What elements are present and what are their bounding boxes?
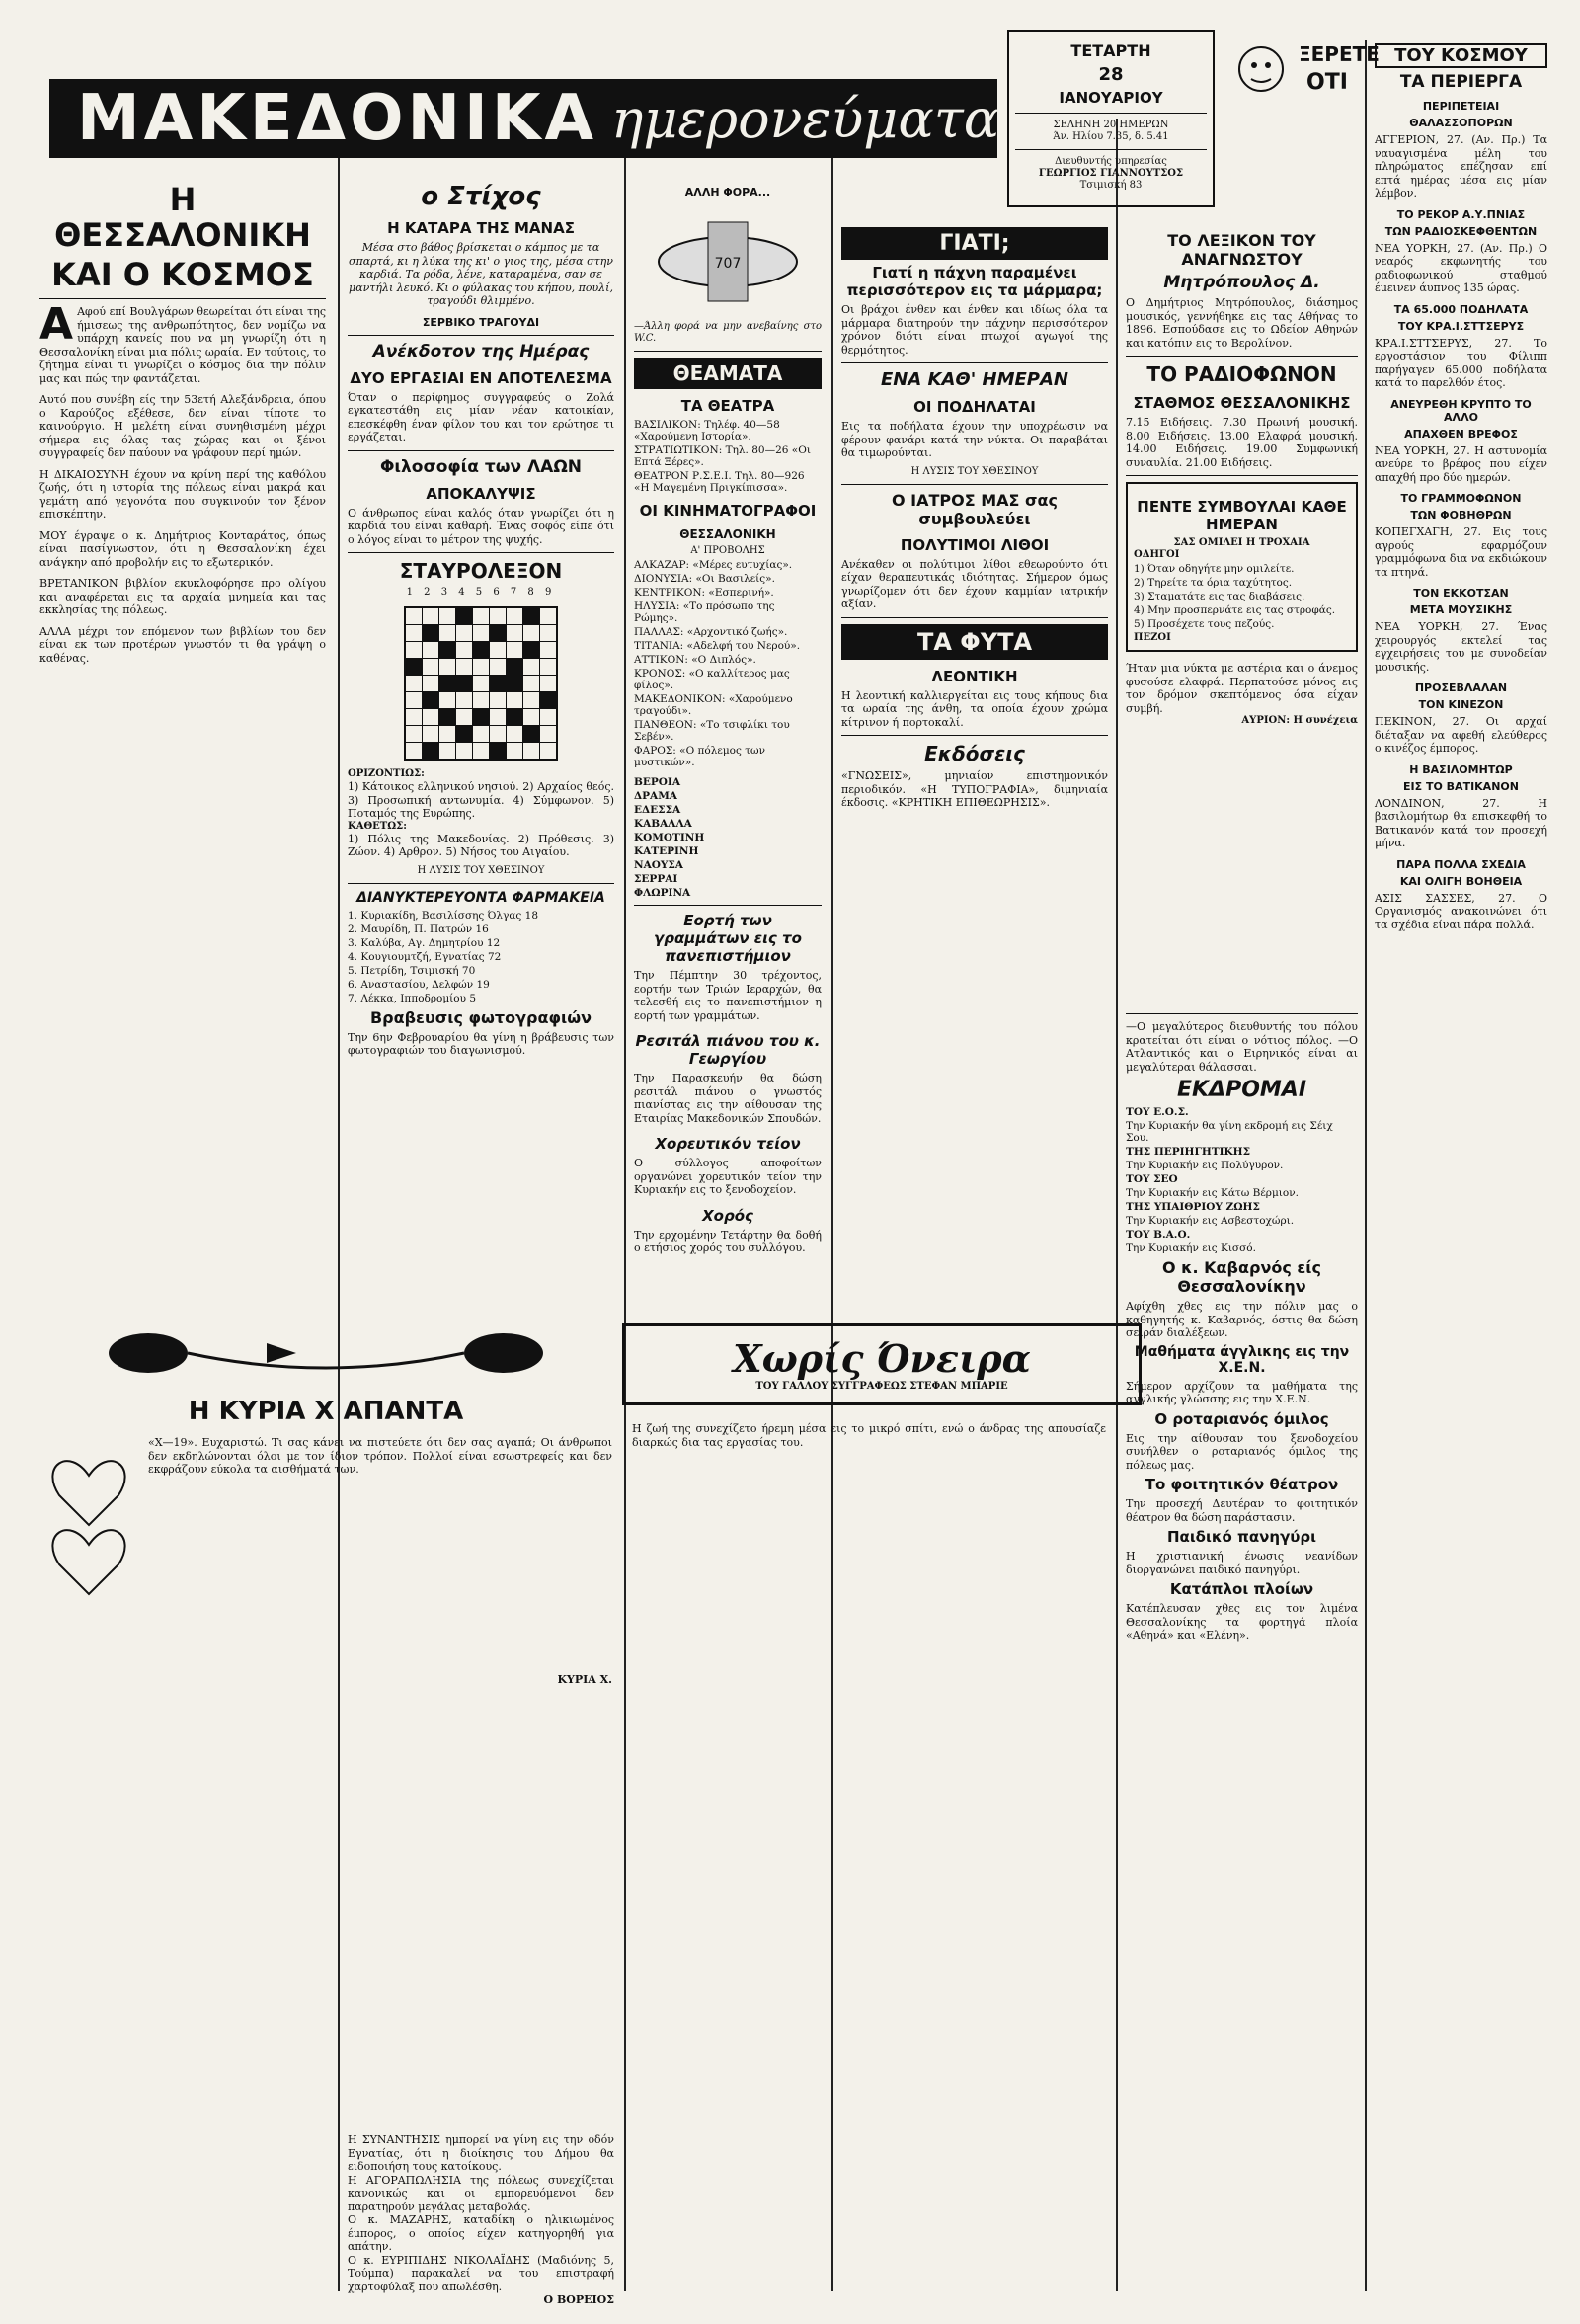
bottom-end: ΑΥΡΙΟΝ: Η συνέχεια [1241, 715, 1358, 726]
column-five [1126, 227, 1358, 727]
list-item: 1. Κυριακίδη, Βασιλίσσης Όλγας 18 [348, 909, 539, 922]
radio-text: 7.15 Ειδήσεις. 7.30 Πρωινή μουσική. 8.00 Ειδήσεις. 13.00 Ελαφρά μουσική. 14.00 Ειδήσεις. 19.00 Συμφωνική συναυλία. 21.00 Ειδήσεις. [1126, 416, 1358, 469]
doctor-text: Ανέκαθεν οι πολύτιμοι λίθοι εθεωρούντο ότι είχαν θεραπευτικάς ιδιότητας. Σήμερον όμως γνωρίζομεν ότι δεν έχουν καμμίαν ιατρικήν αξίαν. [841, 557, 1108, 610]
world-item-text: ΚΟΠΕΓΧΑΓΗ, 27. Εις τους αγρούς εφαρμόζουν γραμμόφωνα δια να εκδιώκουν τα πτηνά. [1375, 525, 1547, 579]
world-item-text: ΝΕΑ ΥΟΡΚΗ, 27. Η αστυνομία ανεύρε το βρέφος που είχεν απαχθή προ δύο ημερών. [1375, 443, 1547, 484]
ships-text: Κατέπλευσαν χθες εις τον λιμένα Θεσσαλονίκης τα φορτηγά πλοία «Αθηνά» και «Ελένη». [1126, 1602, 1358, 1642]
visit-title: Ο κ. Καβαρνός είς Θεσσαλονίκην [1161, 1258, 1322, 1296]
theatre-sub: ΤΑ ΘΕΑΤΡΑ [680, 397, 775, 415]
world-item [1375, 587, 1547, 674]
serial-title: Χωρίς Όνειρα [733, 1336, 1031, 1381]
crossword-h-clues: 1) Κάτοικος ελληνικού νησιού. 2) Αρχαίος θεός. 3) Προσωπική αντωνυμία. 4) Σύμφωνον. 5) Ποταμός της Ευρώπης. [348, 780, 614, 820]
cinema-list [634, 559, 822, 768]
crossword-grid [404, 606, 558, 761]
world-item-subtitle: ΤΩΝ ΡΑΔΙΟΣΚΕΦΘΕΝΤΩΝ [1384, 224, 1538, 238]
region-label: ΕΔΕΣΣΑ [634, 804, 681, 816]
traffic-title: ΠΕΝΤΕ ΣΥΜΒΟΥΛΑΙ ΚΑΘΕ ΗΜΕΡΑΝ [1137, 498, 1347, 533]
world-item-title: ΤΟΝ ΕΚΚΟΤΣΑΝ [1413, 587, 1509, 600]
theatre-list [634, 419, 822, 494]
article-paragraph: Η ΔΙΚΑΙΟΣΥΝΗ έχουν να κρίνη περί της καθόλου ζωής, ότι η ιστορία της πόλεως είναι μακρά και γεμάτη από γεγονότα που συγκινούν τον ξένον επισκέπτην. [40, 467, 326, 521]
anecdote-title: Ανέκδοτον της Ημέρας [372, 341, 590, 361]
region-label: ΚΟΜΟΤΙΝΗ [634, 832, 705, 843]
column-rule [1365, 40, 1367, 2291]
svg-text:707: 707 [714, 256, 742, 272]
poem-text: Μέσα στο βάθος βρίσκεται ο κάμπος με τα σπαρτά, κι η λύκα της κι' ο γιος της, μέσα στην καρδιά. Τα ρόδα, λένε, καταραμένα, σαν σε μαντήλι λευκό. Κι ο φύλακας του κήπου, πουλί, τραγούδι θλιμμένο. [349, 241, 613, 307]
cinema-title: ΟΙ ΚΙΝΗΜΑΤΟΓΡΑΦΟΙ [639, 502, 817, 520]
list-item: Την Κυριακήν θα γίνη εκδρομή εις Σέιχ Σου. [1126, 1120, 1333, 1144]
event-text: Την Πέμπτην 30 τρέχοντος, εορτήν των Τριών Ιεραρχών, θα τελεσθή εις το πανεπιστήμιον η εορτή των γραμμάτων. [634, 969, 822, 1022]
list-item: 4) Μην προσπερνάτε εις τας στροφάς. [1134, 604, 1336, 616]
svg-text:ΟΤΙ: ΟΤΙ [1306, 70, 1348, 95]
crossword-v-title: ΚΑΘΕΤΩΣ: [348, 820, 407, 832]
newspaper-page [30, 20, 1550, 2304]
world-item-text: ΑΓΓΕΡΙΟΝ, 27. (Αν. Πρ.) Τα ναυαγισμένα μέλη του πληρώματος επέζησαν επί επτά ημέρας μέσα εις μίαν λέμβον. [1375, 133, 1547, 200]
event-text: Την Παρασκευήν θα δώση ρεσιτάλ πιάνου ο γνωστός πιανίστας εις την αίθουσαν της Εταιρίας Μακεδονικών Σπουδών. [634, 1072, 822, 1125]
list-item: 4. Κουγιουμτζή, Εγνατίας 72 [348, 950, 502, 963]
radio-title: ΤΟ ΡΑΔΙΟΦΩΝΟΝ [1146, 362, 1337, 386]
traffic-list [1134, 563, 1350, 630]
world-item-title: ΠΑΡΑ ΠΟΛΛΑ ΣΧΕΔΙΑ [1396, 857, 1526, 871]
crossword-h-title: ΟΡΙΖΟΝΤΙΩΣ: [348, 768, 425, 779]
world-item-text: ΚΡΑ.Ι.ΣΤΤΣΕΡΥΣ, 27. Το εργοστάσιον του Φίλιππ παρήγαγεν 65.000 ποδήλατα κατά το παρελθόν έτος. [1375, 336, 1547, 389]
article-paragraph: ΑΛΛΑ μέχρι τον επόμενον των βιβλίων του δεν είναι εκ των προτέρων γνωστόν τι θα γράψη ο καθένας. [40, 624, 326, 665]
plants-head: ΛΕΟΝΤΙΚΗ [931, 667, 1018, 685]
rotary-text: Εις την αίθουσαν του ξενοδοχείου συνήλθεν ο ροταριανός όμιλος της πόλεως μας. [1126, 1431, 1358, 1472]
pharmacy-list [348, 910, 614, 1004]
festival-text: Η χριστιανική ένωσις νεανίδων διοργανώνει παιδικό πανηγύρι. [1126, 1550, 1358, 1576]
advice-feature [40, 1323, 612, 1686]
sun-times: Άν. Ηλίου 7.35, δ. 5.41 [1053, 131, 1169, 142]
world-item [1375, 100, 1547, 200]
traffic-sub: ΣΑΣ ΟΜΙΛΕΙ Η ΤΡΟΧΑΙΑ [1173, 537, 1310, 548]
region-list [634, 776, 822, 899]
article-paragraph: Α Αφού επί Βουλγάρων θεωρείται ότι είναι της ήμισεως της ανθρωπότητος, δεν νομίζω να υπάρχη κανείς που να μη γνωρίζη ότι η Θεσσαλονίκη είναι μια πόλις ωραία. Εν τούτοις, το ζήτημα είναι τι γνωρίζει ο κόσμος δια την πόλιν μας και πώς την φαντάζεται. [40, 299, 326, 385]
world-sub: ΤΑ ΠΕΡΙΕΡΓΑ [1399, 72, 1523, 92]
world-item [1375, 398, 1547, 485]
hearts-illustration [40, 1436, 138, 1614]
event-title: Εορτή των γραμμάτων εις το πανεπιστήμιον [654, 912, 802, 965]
list-item: ΤΗΣ ΥΠΑΙΘΡΙΟΥ ΖΩΗΣ [1126, 1201, 1260, 1213]
world-item-subtitle: ΤΩΝ ΦΟΒΗΘΡΩΝ [1410, 509, 1512, 521]
cinema-city: ΘΕΣΣΑΛΟΝΙΚΗ [679, 527, 776, 541]
world-item-title: ΑΝΕΥΡΕΘΗ ΚΡΥΠΤΟ ΤΟ ΑΛΛΟ [1390, 397, 1532, 424]
awards-text: Την 6ην Φεβρουαρίου θα γίνη η βράβευσις των φωτογραφιών του διαγωνισμού. [348, 1030, 614, 1057]
region-label: ΚΑΒΑΛΛΑ [634, 818, 692, 830]
list-item: 3. Καλύβα, Αγ. Δημητρίου 12 [348, 936, 501, 949]
giati-title: ΓΙΑΤΙ; [841, 227, 1108, 260]
list-item: 5) Προσέχετε τους πεζούς. [1134, 618, 1275, 630]
world-item-title: ΤΟ ΡΕΚΟΡ Α.Υ.ΠΝΙΑΣ [1396, 207, 1526, 221]
column-world [1375, 40, 1547, 931]
giati-head: Γιατί η πάχνη παραμένει περισσότερον εις τα μάρμαρα; [846, 264, 1103, 299]
serial-body [632, 1422, 1106, 1449]
plants-text: Η λεοντική καλλιεργείται εις τους κήπους δια τα ωραία της άνθη, τα οποία έχουν χρώμα κίτρινον ή πορτοκαλί. [841, 688, 1108, 729]
solution-label: Η ΛΥΣΙΣ ΤΟΥ ΧΘΕΣΙΝΟΥ [910, 465, 1039, 477]
region-label: ΣΕΡΡΑΙ [634, 873, 678, 885]
world-item-title: ΤΟ ΓΡΑΜΜΟΦΩΝΟΝ [1400, 492, 1522, 505]
column-left [40, 178, 326, 665]
cartoon-caption: —Άλλη φορά να μην ανεβαίνης στο W.C. [634, 321, 822, 344]
world-item-subtitle: ΕΙΣ ΤΟ ΒΑΤΙΚΑΝΟΝ [1403, 779, 1519, 793]
plants-title: ΤΑ ΦΥΤΑ [841, 624, 1108, 660]
list-item: 5. Πετρίδη, Τσιμισκή 70 [348, 964, 476, 977]
publications-text: «ΓΝΩΣΕΙΣ», μηνιαίον επιστημονικόν περιοδικόν. «Η ΤΥΠΟΓΡΑΦΙΑ», διμηνιαία έκδοσις. «ΚΡΗΤΙΚΗ ΕΠΙΘΕΩΡΗΣΙΣ». [841, 769, 1108, 809]
world-item-subtitle: ΑΠΑΧΘΕΝ ΒΡΕΦΟΣ [1404, 427, 1518, 441]
world-item-title: Η ΒΑΣΙΛΟΜΗΤΩΡ [1409, 762, 1513, 776]
list-item: ΒΑΣΙΛΙΚΟΝ: Τηλέφ. 40—58 «Χαρούμενη Ιστορία». [634, 419, 780, 442]
cinema-a: Α' ΠΡΟΒΟΛΗΣ [690, 545, 765, 556]
event-title: Χορός [702, 1206, 753, 1225]
column-rule [1116, 119, 1118, 2291]
region-label: ΔΡΑΜΑ [634, 790, 677, 802]
world-item-text: ΝΕΑ ΥΟΡΚΗ, 27. Ένας χειρουργός εκτελεί τας εγχειρήσεις του με συνοδείαν μουσικής. [1375, 620, 1547, 674]
crossword-numbers: 1 2 3 4 5 6 7 8 9 [406, 587, 556, 598]
world-item-subtitle: ΘΑΛΑΣΣΟΠΟΡΩΝ [1409, 117, 1513, 129]
airplane-cartoon [634, 202, 822, 321]
kathimeran-text: Εις τα ποδήλατα έχουν την υποχρέωσιν να φέρουν φανάρι κατά την νύκτα. Οι παραβάται θα τιμωρούνται. [841, 420, 1108, 459]
bottom-text: Ήταν μια νύκτα με αστέρια και ο άνεμος φυσούσε ελαφρά. Περπατούσε μόνος εις τον δρόμον σκεπτόμενος όσα είχαν συμβή. [1126, 662, 1358, 715]
festival-title: Παιδικό πανηγύρι [1166, 1528, 1317, 1546]
student-theatre-text: Την προσεχή Δευτέραν το φοιτητικόν θέατρον θα δώση παράστασιν. [1126, 1497, 1358, 1524]
theatre-title: ΘΕΑΜΑΤΑ [634, 358, 822, 389]
world-item-subtitle: ΚΑΙ ΟΛΙΓΗ ΒΟΗΘΕΙΑ [1399, 874, 1523, 888]
student-theatre-title: Το φοιτητικόν θέατρον [1145, 1476, 1339, 1493]
dictionary-title: ΤΟ ΛΕΞΙΚΟΝ ΤΟΥ ΑΝΑΓΝΩΣΤΟΥ [1167, 231, 1316, 269]
advice-title: Η ΚΥΡΙΑ Χ ΑΠΑΝΤΑ [188, 1397, 464, 1426]
region-label: ΚΑΤΕΡΙΝΗ [634, 845, 699, 857]
world-item-text: ΝΕΑ ΥΟΡΚΗ, 27. (Αν. Πρ.) Ο νεαρός εκφωνητής του ραδιοφωνικού σταθμού έμεινεν άυπνος 135 ώρας. [1375, 241, 1547, 294]
article-paragraph: ΒΡΕΤΑΝΙΚΟΝ βιβλίον εκυκλοφόρησε προ ολίγου και αναφέρεται εις τα αρχαία μνημεία και τας εκκλησίας της πόλεως. [40, 577, 326, 616]
philo-title: Φιλοσοφία των ΛΑΩΝ [379, 456, 583, 477]
giati-text: Οι βράχοι ένθεν και ένθεν και ιδίως όλα τα μάρμαρα διατηρούν την πάχνην περισσότερον χρόνον διότι είναι πτωχοί αγωγοί της θερμότητος. [841, 303, 1108, 357]
world-item [1375, 492, 1547, 579]
anecdote-head: ΔΥΟ ΕΡΓΑΣΙΑΙ ΕΝ ΑΠΟΤΕΛΕΣΜΑ [350, 368, 612, 387]
date-number: 28 [1098, 64, 1124, 85]
cartoon-title: ΑΛΛΗ ΦΟΡΑ... [684, 186, 771, 199]
publications-title: Εκδόσεις [924, 742, 1025, 765]
world-header: ΤΟΥ ΚΟΣΜΟΥ [1375, 43, 1547, 68]
masthead-subtitle: ημερονεύματα [610, 87, 1000, 150]
list-item: 1) Όταν οδηγήτε μην ομιλείτε. [1134, 563, 1295, 575]
list-item: ΣΤΡΑΤΙΩΤΙΚΟΝ: Τηλ. 80—26 «Οι Επτά Ξέρες». [634, 444, 811, 468]
cherubs-illustration [40, 1323, 612, 1393]
column-four [841, 227, 1108, 810]
world-item [1375, 681, 1547, 756]
crossword-v-clues: 1) Πόλις της Μακεδονίας. 2) Πρόθεσις. 3) Ζώον. 4) Αρθρον. 5) Νήσος του Αιγαίου. [348, 832, 614, 858]
article-paragraph: Αυτό που συνέβη είς την 53ετή Αλεξάνδρεια, όπου ο Καρούζος εξέθεσε, δεν είναι τίποτε το καινούργιο. Η μελέτη είναι συνηθισμένη μέχρι σήμερα εις όλας τας χώρας και οι ξένοι συγγραφείς δεν παύουν να γράφουν περί ημών. [40, 393, 326, 459]
world-item-subtitle: ΤΟΝ ΚΙΝΕΖΟΝ [1418, 698, 1504, 711]
world-item-title: ΤΑ 65.000 ΠΟΔΗΛΑΤΑ [1393, 302, 1529, 316]
world-item-subtitle: ΜΕΤΑ ΜΟΥΣΙΚΗΣ [1409, 603, 1513, 616]
date-box [1007, 30, 1215, 207]
region-label: ΦΛΩΡΙΝΑ [634, 887, 691, 899]
column-rule [338, 119, 340, 2291]
excursions-title: ΕΚΔΡΟΜΑΙ [1176, 1078, 1307, 1102]
list-item: ΗΛΥΣΙΑ: «Το πρόσωπο της Ρώμης». [634, 601, 775, 624]
awards-title: Βραβευσις φωτογραφιών [369, 1007, 592, 1027]
dictionary-text: Ο Δημήτριος Μητρόπουλος, διάσημος μουσικός, γεννήθηκε εις τας Αθήνας το 1896. Εσπούδασε εις το Ωδείον Αθηνών και κατόπιν εις το Βερολίνον. [1126, 296, 1358, 350]
list-item: ΑΤΤΙΚΟΝ: «Ο Διπλός». [634, 654, 756, 666]
world-item-title: ΠΡΟΣΕΒΛΑΛΑΝ [1414, 681, 1508, 694]
world-item [1375, 763, 1547, 850]
director-label: Διευθυντής υπηρεσίας [1055, 156, 1167, 167]
serial-text: Η ζωή της συνεχίζετο ήρεμη μέσα εις το μικρό σπίτι, ενώ ο άνδρας της απουσίαζε διαρκώς δια τας εργασίας του. [632, 1422, 1106, 1449]
list-item: 3) Σταματάτε εις τας διαβάσεις. [1134, 591, 1305, 602]
headline-line2: ΚΑΙ Ο ΚΟΣΜΟΣ [51, 256, 314, 293]
list-item: Την Κυριακήν εις Ασβεστοχώρι. [1126, 1215, 1295, 1227]
traffic-label: ΟΔΗΓΟΙ [1134, 549, 1180, 560]
headline-line1: Η ΘΕΣΣΑΛΟΝΙΚΗ [54, 181, 311, 254]
column-rule [624, 119, 626, 2291]
serial-subtitle: ΤΟΥ ΓΑΛΛΟΥ ΣΥΓΓΡΑΦΕΩΣ ΣΤΕΦΑΝ ΜΠΑΡΙΕ [755, 1381, 1008, 1392]
column-rule [831, 119, 833, 2291]
traffic-label-2: ΠΕΖΟΙ [1134, 632, 1171, 643]
list-item: ΤΗΣ ΠΕΡΙΗΓΗΤΙΚΗΣ [1126, 1146, 1251, 1158]
masthead [49, 79, 1000, 158]
crossword-solution: Η ΛΥΣΙΣ ΤΟΥ ΧΘΕΣΙΝΟΥ [417, 864, 545, 876]
list-item: 7. Λέκκα, Ιπποδρομίου 5 [348, 992, 477, 1004]
ships-title: Κατάπλοι πλοίων [1169, 1580, 1314, 1598]
director-address: Τσιμισκή 83 [1079, 180, 1143, 191]
advice-text: «Χ—19». Ευχαριστώ. Τι σας κάνει να πιστεύετε ότι δεν σας αγαπά; Οι άνθρωποι δεν εκδηλώνονται όλοι με τον ίδιον τρόπον. Πολλοί είναι εσωστρεφείς και δεν εκφράζουν εύκολα τα αισθήματά των. [148, 1436, 612, 1476]
thinking-man-icon [1229, 28, 1380, 107]
list-item: Την Κυριακήν εις Κισσό. [1126, 1242, 1256, 1254]
rotary-title: Ο ροταριανός όμιλος [1154, 1409, 1329, 1428]
byline: Ο ΒΟΡΕΙΟΣ [543, 2293, 614, 2306]
anecdote-text: Όταν ο περίφημος συγγραφεύς ο Ζολά εγκατεστάθη εις μίαν νέαν κατοικίαν, επεσκέφθη έναν φίλον του και τον ερώτησε τι εργάζεται. [348, 390, 614, 443]
advice-box [1126, 482, 1358, 652]
director-name: ΓΕΩΡΓΙΟΣ ΓΙΑΝΝΟΥΤΣΟΣ [1038, 168, 1184, 179]
event-title: Ρεσιτάλ πιάνου του κ. Γεωργίου [635, 1032, 821, 1068]
list-item: ΤΙΤΑΝΙΑ: «Αδελφή του Νερού». [634, 640, 801, 652]
xerete-header [1229, 28, 1380, 107]
world-item-text: ΑΣΙΣ ΣΑΣΣΕΣ, 27. Ο Οργανισμός ανακοινώνει ότι τα σχέδια είναι πάρα πολλά. [1375, 891, 1547, 931]
advice-signature: ΚΥΡΙΑ Χ. [557, 1673, 612, 1686]
world-item [1375, 208, 1547, 295]
list-item: 6. Αναστασίου, Δελφών 19 [348, 978, 490, 991]
world-item-subtitle: ΤΟΥ ΚΡΑ.Ι.ΣΤΤΣΕΡΥΣ [1397, 319, 1525, 333]
list-item: ΤΟΥ ΣΕΟ [1126, 1173, 1178, 1185]
list-item: ΘΕΑΤΡΟΝ Ρ.Σ.Ε.Ι. Τηλ. 80—926 «Η Μαγεμένη Πριγκίπισσα». [634, 470, 805, 494]
list-item: Την Κυριακήν εις Πολύγυρον. [1126, 1160, 1284, 1171]
lessons-title: Μαθήματα άγγλικης εις την Χ.Ε.Ν. [1134, 1343, 1350, 1376]
list-item: ΤΟΥ Ε.Ο.Σ. [1126, 1106, 1189, 1118]
radio-station: ΣΤΑΘΜΟΣ ΘΕΣΣΑΛΟΝΙΚΗΣ [1133, 394, 1351, 412]
xerete-text: —Ο μεγαλύτερος διευθυντής του πόλου κρατείται ότι είναι ο νότιος πόλος. —Ο Ατλαντικός και ο Ειρηνικός είναι αι μεγαλύτεραι θάλασσαι. [1126, 1020, 1358, 1074]
world-item-text: ΠΕΚΙΝΟΝ, 27. Οι αρχαί διέταξαν να αφεθή ελεύθερος ο κινέζος έμπορος. [1375, 715, 1547, 755]
philo-text: Ο άνθρωπος είναι καλός όταν γνωρίζει ότι η καρδιά του είναι καθαρή. Ένας σοφός είπε ότι ο λόγος είναι το μέτρον της ψυχής. [348, 506, 614, 546]
world-item-title: ΠΕΡΙΠΕΤΕΙΑΙ [1422, 100, 1500, 113]
column-six [1126, 1007, 1358, 1643]
poem-title: Η ΚΑΤΑΡΑ ΤΗΣ ΜΑΝΑΣ [387, 219, 575, 237]
column-three [634, 178, 822, 1255]
list-item: ΠΑΝΘΕΟΝ: «Το τσιφλίκι του Σεβέν». [634, 719, 790, 743]
svg-text:ΞΕΡΕΤΕ: ΞΕΡΕΤΕ [1299, 42, 1380, 66]
date-month: ΙΑΝΟΥΑΡΙΟΥ [1059, 89, 1163, 107]
serial-ad [622, 1323, 1142, 1405]
note-text: Ο κ. ΜΑΖΑΡΗΣ, καταδίκη ο ηλικιωμένος έμπορος, ο οποίος είχεν κατηγορηθή για απάτην. [348, 2213, 614, 2253]
list-item: ΠΑΛΛΑΣ: «Αρχοντικό ζωής». [634, 626, 788, 638]
date-day: ΤΕΤΑΡΤΗ [1070, 41, 1151, 60]
doctor-title: Ο ΙΑΤΡΟΣ ΜΑΣ σας συμβουλεύει [892, 490, 1058, 528]
column-two [348, 178, 614, 1058]
kathimeran-head: ΟΙ ΠΟΔΗΛΑΤΑΙ [913, 398, 1036, 416]
note-text: Η ΣΥΝΑΝΤΗΣΙΣ ημπορεί να γίνη εις την οδόν Εγνατίας, ότι η διοίκησις του Δήμου θα ειδοποιήση τους κατοίκους. [348, 2133, 614, 2173]
doctor-head: ΠΟΛΥΤΙΜΟΙ ΛΙΘΟΙ [900, 535, 1050, 554]
visit-text: Αφίχθη χθες εις την πόλιν μας ο καθηγητής κ. Καβαρνός, όστις θα δώση σειράν διαλέξεων. [1126, 1300, 1358, 1339]
list-item: ΤΟΥ Β.Α.Ο. [1126, 1229, 1191, 1241]
world-item [1375, 303, 1547, 390]
crossword-title: ΣΤΑΥΡΟΛΕΞΟΝ [399, 559, 563, 583]
stichos-title: ο Στίχος [421, 182, 541, 211]
list-item: ΚΡΟΝΟΣ: «Ο καλλίτερος μας φίλος». [634, 668, 790, 691]
list-item: ΜΑΚΕΔΟΝΙΚΟΝ: «Χαρούμενο τραγούδι». [634, 693, 793, 717]
note-text: Ο κ. ΕΥΡΙΠΙΔΗΣ ΝΙΚΟΛΑΪΔΗΣ (Μαδιόνης 5, Τούμπα) παρακαλεί να του επιστραφή χαρτοφύλαξ που απωλέσθη. [348, 2253, 614, 2293]
pharmacy-title: ΔΙΑΝΥΚΤΕΡΕΥΟΝΤΑ ΦΑΡΜΑΚΕΙΑ [356, 889, 605, 906]
list-item: ΦΑΡΟΣ: «Ο πόλεμος των μυστικών». [634, 745, 765, 768]
excursions-list [1126, 1106, 1358, 1254]
world-item-text: ΛΟΝΔΙΝΟΝ, 27. Η βασιλομήτωρ θα επισκεφθή το Βατικανόν κατά τον προσεχή μήνα. [1375, 796, 1547, 849]
kathimeran-title: ΕΝΑ ΚΑΘ' ΗΜΕΡΑΝ [881, 369, 1068, 390]
list-item: 2. Μαυρίδη, Π. Πατρών 16 [348, 922, 489, 935]
column-two-notes [348, 2133, 614, 2306]
list-item: ΚΕΝΤΡΙΚΟΝ: «Εσπερινή». [634, 587, 774, 599]
list-item: 2) Τηρείτε τα όρια ταχύτητος. [1134, 577, 1293, 589]
region-label: ΒΕΡΟΙΑ [634, 776, 680, 788]
note-text: Η ΑΓΟΡΑΠΩΛΗΣΙΑ της πόλεως συνεχίζεται κανονικώς και οι εμπορευόμενοι δεν παρατηρούν μεγάλας μεταβολάς. [348, 2173, 614, 2213]
list-item: Την Κυριακήν εις Κάτω Βέρμιον. [1126, 1187, 1299, 1199]
moon-phase: ΣΕΛΗΝΗ 20 ΗΜΕΡΩΝ [1053, 120, 1169, 130]
philo-head: ΑΠΟΚΑΛΥΨΙΣ [426, 484, 536, 503]
lessons-text: Σήμερον αρχίζουν τα μαθήματα της αγγλικής γλώσσης εις την Χ.Ε.Ν. [1126, 1379, 1358, 1405]
event-title: Χορευτικόν τείον [655, 1135, 801, 1153]
list-item: ΔΙΟΝΥΣΙΑ: «Οι Βασιλείς». [634, 573, 775, 585]
article-paragraph: ΜΟΥ έγραψε ο κ. Δημήτριος Κονταράτος, όπως είναι πασίγνωστον, ότι η Θεσσαλονίκη έχει ανάγκην από προβολήν εις το εξωτερικόν. [40, 528, 326, 569]
event-text: Την ερχομένην Τετάρτην θα δοθή ο ετήσιος χορός του συλλόγου. [634, 1228, 822, 1254]
event-text: Ο σύλλογος αποφοίτων οργανώνει χορευτικόν τείον την Κυριακήν εις το ξενοδοχείον. [634, 1157, 822, 1196]
list-item: ΑΛΚΑΖΑΡ: «Μέρες ευτυχίας». [634, 559, 793, 571]
masthead-title: ΜΑΚΕΔΟΝΙΚΑ [77, 82, 597, 155]
region-label: ΝΑΟΥΣΑ [634, 859, 683, 871]
world-item [1375, 858, 1547, 932]
dictionary-head: Μητρόπουλος Δ. [1163, 273, 1320, 292]
poem-source: ΣΕΡΒΙΚΟ ΤΡΑΓΟΥΔΙ [422, 315, 540, 329]
